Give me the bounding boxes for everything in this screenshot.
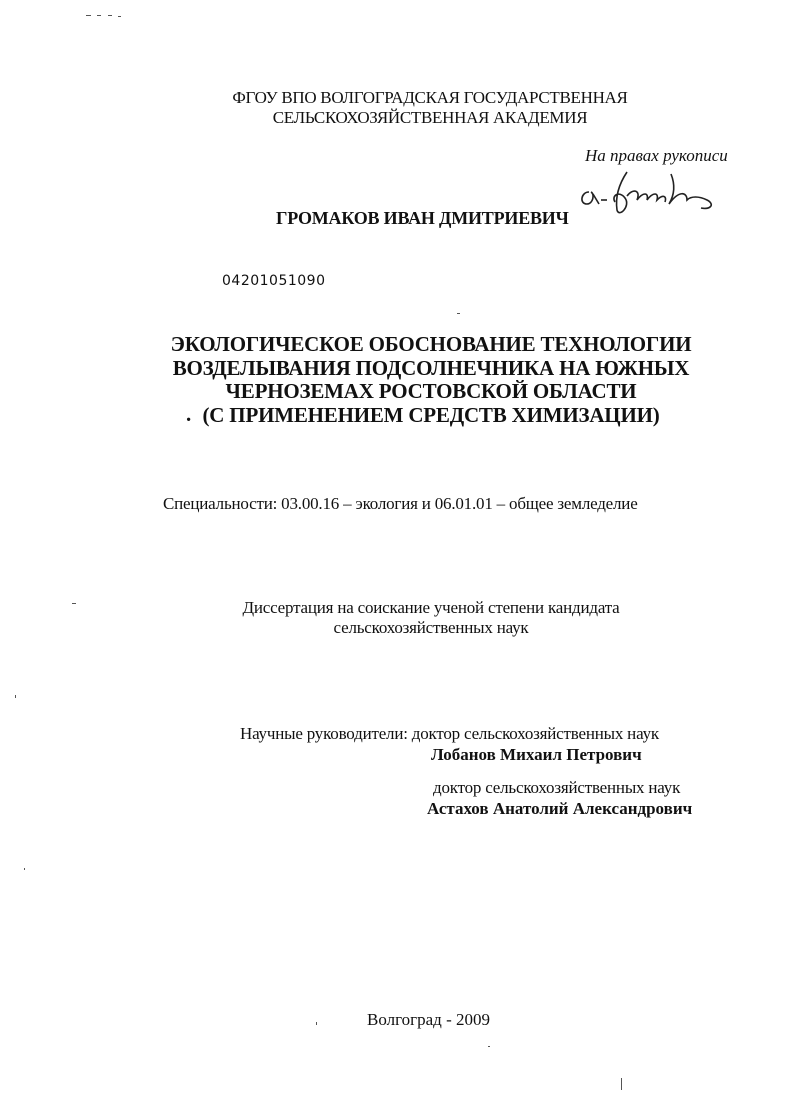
dissertation-degree	[0, 598, 799, 638]
scan-artifact	[86, 15, 91, 16]
place-and-year: Волгоград - 2009	[367, 1010, 490, 1029]
scan-artifact	[118, 16, 121, 17]
scan-artifact	[108, 15, 112, 16]
degree-line-2: сельскохозяйственных наук	[333, 618, 529, 637]
stray-mark: .	[186, 402, 192, 426]
scan-artifact	[72, 603, 76, 604]
institution-line-2: СЕЛЬСКОХОЗЯЙСТВЕННАЯ АКАДЕМИЯ	[272, 108, 588, 127]
supervisor-2-degree: доктор сельскохозяйственных наук	[433, 778, 681, 797]
handwritten-signature-icon	[575, 170, 725, 220]
dissertation-title	[0, 333, 799, 427]
author-name: ГРОМАКОВ ИВАН ДМИТРИЕВИЧ	[276, 208, 569, 228]
scan-artifact	[97, 15, 101, 16]
institution-line-1: ФГОУ ВПО ВОЛГОГРАДСКАЯ ГОСУДАРСТВЕННАЯ	[232, 88, 628, 107]
scan-artifact	[621, 1078, 622, 1090]
supervisors-label: Научные руководители: доктор сельскохозяйственных наук	[240, 724, 659, 743]
supervisor-1-name: Лобанов Михаил Петрович	[431, 745, 642, 764]
scan-artifact	[316, 1022, 317, 1025]
manuscript-rights-note: На правах рукописи	[585, 146, 728, 165]
scan-artifact	[15, 695, 16, 698]
specialties: Специальности: 03.00.16 – экология и 06.01.01 – общее земледелие	[163, 494, 638, 513]
institution-header	[0, 88, 799, 128]
title-line-1: ЭКОЛОГИЧЕСКОЕ ОБОСНОВАНИЕ ТЕХНОЛОГИИ	[170, 332, 692, 356]
title-line-3: ЧЕРНОЗЕМАХ РОСТОВСКОЙ ОБЛАСТИ	[225, 379, 637, 403]
title-line-4: (С ПРИМЕНЕНИЕМ СРЕДСТВ ХИМИЗАЦИИ)	[202, 402, 660, 427]
scan-artifact	[24, 868, 25, 870]
scan-artifact	[457, 313, 460, 314]
registration-code: 04201051090	[222, 273, 326, 289]
supervisor-2-name: Астахов Анатолий Александрович	[427, 799, 693, 818]
scan-artifact	[488, 1046, 490, 1047]
degree-line-1: Диссертация на соискание ученой степени кандидата	[242, 598, 620, 617]
title-line-2: ВОЗДЕЛЫВАНИЯ ПОДСОЛНЕЧНИКА НА ЮЖНЫХ	[172, 355, 690, 380]
